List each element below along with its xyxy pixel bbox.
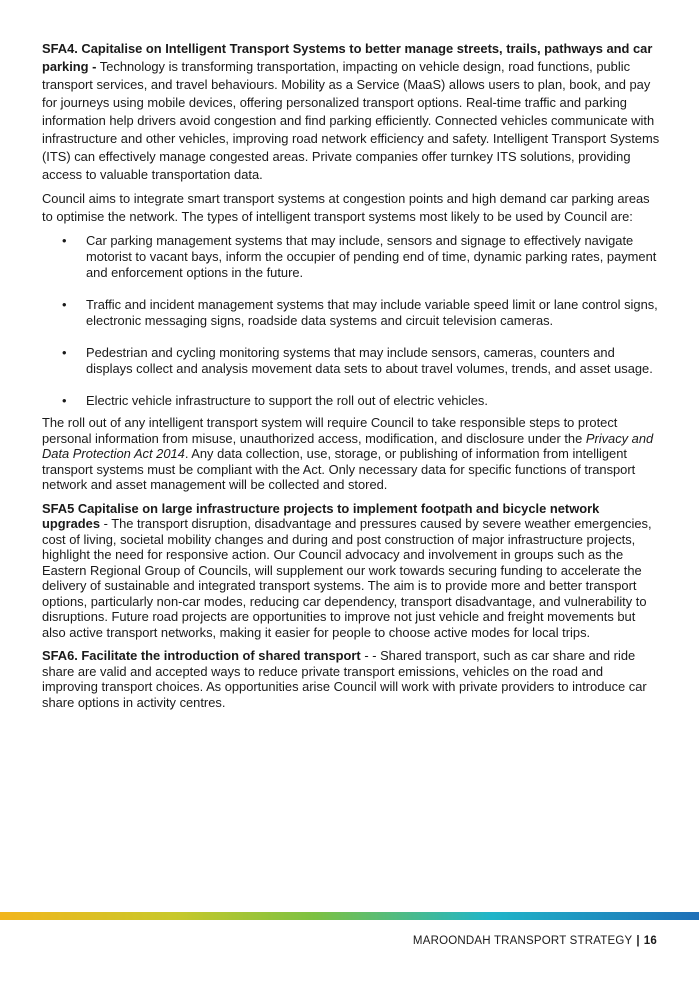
- list-item-text: Electric vehicle infrastructure to support the roll out of electric vehicles.: [86, 393, 488, 408]
- sfa6-heading: SFA6. Facilitate the introduction of shared transport: [42, 648, 361, 663]
- bullet-icon: •: [62, 345, 67, 360]
- document-body: [42, 40, 660, 710]
- bullet-icon: •: [62, 393, 67, 408]
- its-types-list: [42, 233, 660, 409]
- sfa4-body: Technology is transforming transportation, impacting on vehicle design, road functions, public transport services, and travel behaviours. Mobility as a Service (MaaS) allows users to plan, book, and pay for journeys using mobile devices, offering personalized transport options. Real-time traffic and parking information help drivers avoid congestion and find parking efficiently. Connected vehicles communicate with infrastructure and other vehicles, improving road network efficiency and safety. Intelligent Transport Systems (ITS) can effectively manage congested areas. Private companies offer turnkey ITS solutions, providing access to valuable transportation data.: [42, 59, 660, 182]
- sfa4-heading: SFA4. Capitalise on Intelligent Transport Systems to better manage streets, trails, pathways and car parking -: [42, 41, 653, 74]
- sfa4-aims-paragraph: Council aims to integrate smart transport systems at congestion points and high demand car parking areas to optimise the network. The types of intelligent transport systems most likely to be used by Council are:: [42, 191, 650, 224]
- page-footer: [413, 935, 657, 947]
- list-item: [42, 233, 660, 281]
- list-item: [42, 297, 660, 329]
- list-item: [42, 393, 660, 409]
- list-item-text: Car parking management systems that may include, sensors and signage to effectively navigate motorist to vacant bays, inform the occupier of pending end of time, dynamic parking rates, payment and enforcement options in the future.: [86, 233, 657, 280]
- footer-gradient-bar: [0, 912, 699, 920]
- page-number: 16: [643, 935, 657, 947]
- sfa5-heading: SFA5 Capitalise on large infrastructure projects to implement footpath and bicycle network upgrades: [42, 500, 600, 531]
- sfa5-paragraph: [42, 501, 660, 641]
- sfa6-body: - - Shared transport, such as car share and ride share are valid and accepted ways to reduce private transport emissions, vehicles on the road and improving transport choices. As opportunities arise Council will work with private providers to introduce car share options in activity centres.: [42, 648, 647, 710]
- footer-title: MAROONDAH TRANSPORT STRATEGY: [412, 935, 633, 947]
- list-item-text: Traffic and incident management systems that may include variable speed limit or lane control signs, electronic messaging signs, roadside data systems and circuit television cameras.: [86, 297, 658, 328]
- bullet-icon: •: [62, 233, 67, 248]
- privacy-text-post: . Any data collection, use, storage, or publishing of information from intelligent transport systems must be compliant with the Act. Only necessary data for specific functions of transport network and asset management will be collected and stored.: [42, 446, 636, 492]
- list-item: [42, 345, 660, 377]
- sfa4-paragraph: [42, 40, 660, 184]
- list-item-text: Pedestrian and cycling monitoring systems that may include sensors, cameras, counters and displays collect and analysis movement data sets to about travel volumes, trends, and asset usage.: [86, 345, 653, 376]
- footer-separator: |: [636, 935, 640, 947]
- sfa5-body: - The transport disruption, disadvantage and pressures caused by severe weather emergencies, cost of living, societal mobility changes and during and post construction of major infrastructure projects, highlight the need for responsive action. Our Council advocacy and involvement in groups such as the Eastern Regional Group of Councils, will supplement our work towards securing funding to accelerate the delivery of sustainable and integrated transport systems. The aim is to provide more and better transport options, particularly non-car modes, reducing car dependency, transport disadvantage, and vulnerability to disruptions. Future road projects are opportunities to improve not just vehicle and freight movements but also active transport networks, making it easier for people to choose active modes for local trips.: [42, 516, 652, 640]
- bullet-icon: •: [62, 297, 67, 312]
- privacy-act-title: Privacy and Data Protection Act 2014: [42, 430, 654, 461]
- sfa6-paragraph: [42, 648, 660, 710]
- privacy-text-pre: The roll out of any intelligent transport system will require Council to take responsible steps to protect personal information from misuse, unauthorized access, modification, and disclosure under the: [42, 415, 618, 446]
- privacy-paragraph: [42, 415, 660, 493]
